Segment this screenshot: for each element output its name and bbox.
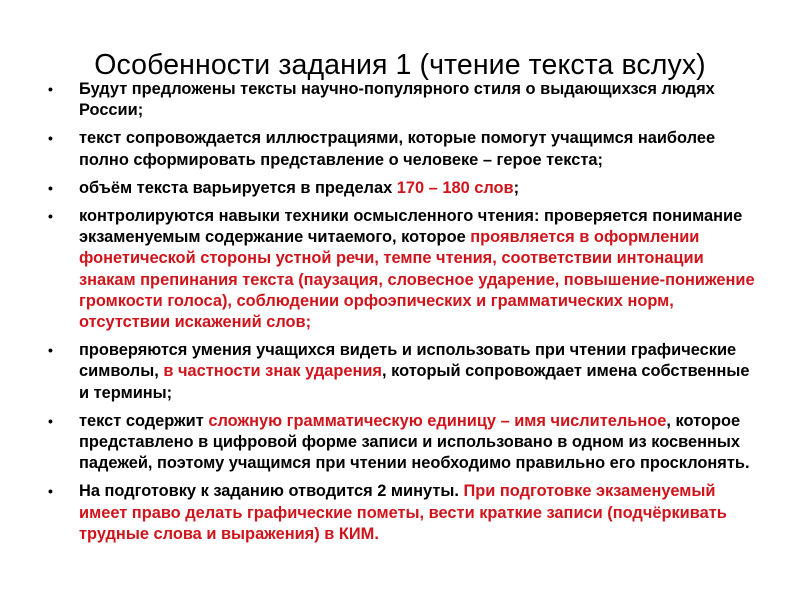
bullet-text: проверяются умения учащихся видеть и использовать при чтении графические символы,	[79, 341, 737, 381]
bullet-text: объём текста варьируется в пределах	[79, 178, 397, 197]
highlight-text: 170 – 180 слов	[396, 178, 514, 197]
bullet-dot-icon: •	[48, 81, 53, 97]
bullet-dot-icon: •	[48, 412, 53, 429]
highlight-text: При подготовке экзаменуемый имеет право делать графические пометы, вести краткие записи (подчёркивать трудные слова и выражения) в КИМ.	[79, 482, 727, 543]
bullet-text: , которое представлено в цифровой форме записи и использовано в одном из косвенных падежей, поэтому учащимся при чтении необходимо правильно его просклонять.	[79, 411, 750, 473]
highlight-text: сложную грамматическую единицу – имя числительное	[208, 411, 667, 430]
bullet-text: Будут предложены тексты научно-популярного стиля о выдающихзся людях России;	[79, 80, 715, 120]
bullet-text: На подготовку к заданию отводится 2 минуты.	[79, 482, 464, 501]
bullet-text: текст содержит	[79, 411, 209, 430]
bullet-dot-icon: •	[48, 208, 53, 225]
bullet-text: текст сопровождается иллюстрациями, которые помогут учащимся наиболее полно сформировать представление о человеке – герое текста;	[79, 129, 716, 169]
bullet-item	[48, 128, 756, 170]
bullet-dot-icon: •	[48, 130, 53, 147]
bullet-item	[48, 178, 756, 199]
bullet-list	[48, 79, 756, 552]
bullet-item	[48, 481, 756, 545]
highlight-text: в частности знак ударения	[163, 362, 383, 381]
bullet-text: контролируются навыки техники осмысленного чтения: проверяется понимание экзаменуемым содержание читаемого, которое	[79, 207, 743, 247]
bullet-dot-icon: •	[48, 483, 53, 500]
bullet-dot-icon: •	[48, 342, 53, 359]
highlight-text: проявляется в оформлении фонетической стороны устной речи, темпе чтения, соответствии интонации знакам препинания текста (паузация, словесное ударение, повышение-понижение громкости голоса), соблюдении орфоэпических и грамматических норм, отсутствии искажений слов;	[79, 228, 755, 332]
bullet-dot-icon: •	[48, 179, 53, 196]
bullet-item	[48, 79, 756, 121]
bullet-item	[48, 206, 756, 333]
bullet-item	[48, 340, 756, 404]
bullet-text: , который сопровождает имена собственные и термины;	[79, 362, 750, 402]
bullet-item	[48, 411, 756, 475]
slide-title: Особенности задания 1 (чтение текста вслух)	[94, 49, 706, 82]
bullet-text: ;	[513, 178, 520, 197]
